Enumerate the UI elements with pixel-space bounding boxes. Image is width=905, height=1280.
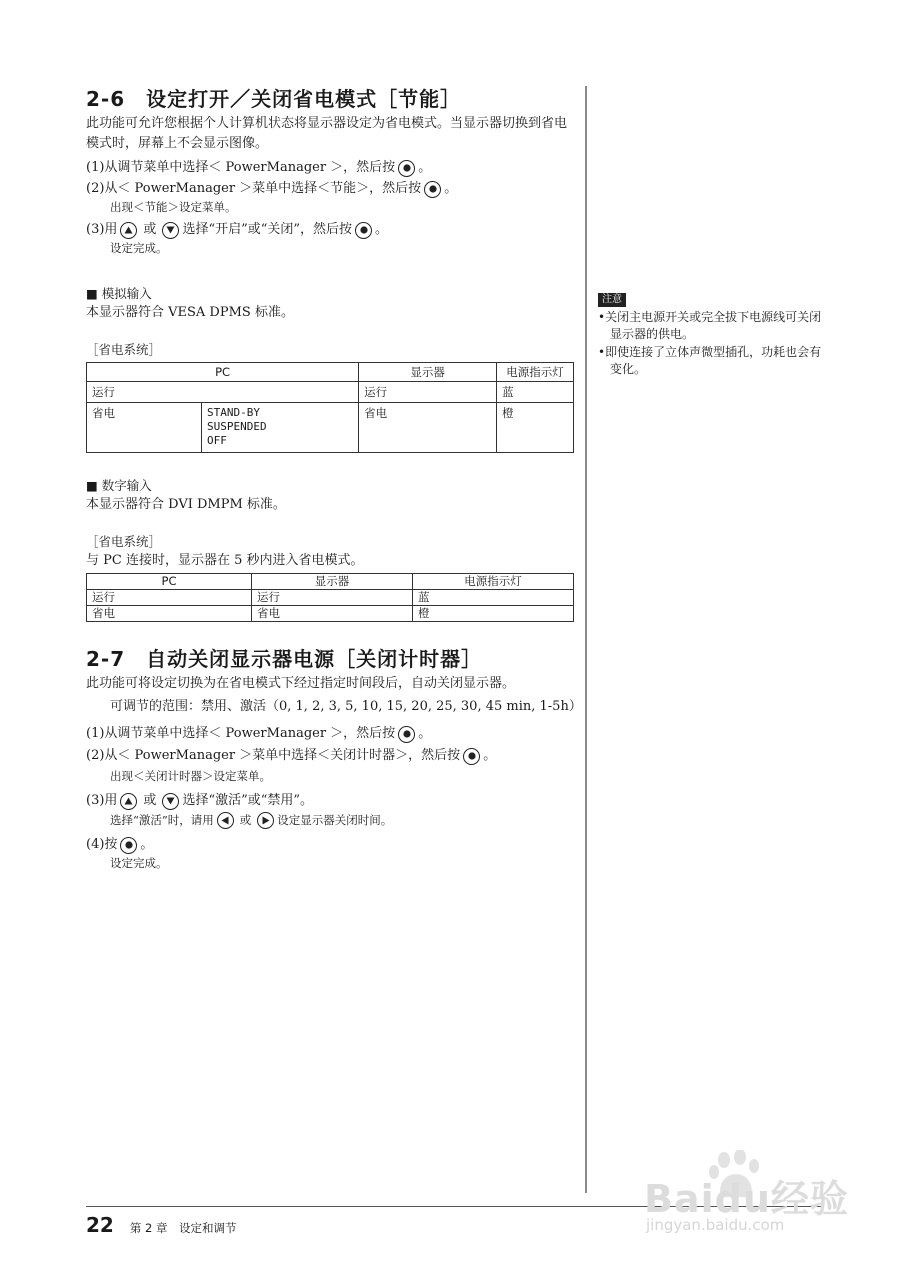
col-pc: PC <box>87 363 359 382</box>
enter-button-icon <box>398 726 415 743</box>
table-header-row <box>87 363 574 382</box>
section-2-6-intro: 此功能可允许您根据个人计算机状态将显示器设定为省电模式。当显示器切换到省电模式时，屏幕上不会显示图像。 <box>86 116 568 151</box>
col-monitor: 显示器 <box>359 363 497 382</box>
note-list <box>598 309 828 378</box>
analog-power-table <box>86 362 574 453</box>
watermark-url: jingyan.baidu.com <box>646 1216 785 1234</box>
right-button-icon <box>257 812 274 829</box>
page-footer <box>86 1213 236 1237</box>
note-item: •关闭主电源开关或完全拔下电源线可关闭显示器的供电。 <box>598 310 822 341</box>
column-divider <box>585 86 587 1193</box>
table-row: 运行 运行 蓝 <box>87 382 574 403</box>
left-button-icon <box>217 812 234 829</box>
step-4: (4)按 。 <box>86 837 154 852</box>
col-power-led: 电源指示灯 <box>497 363 574 382</box>
enter-button-icon <box>355 222 372 239</box>
main-column <box>86 86 582 872</box>
analog-input-text: 本显示器符合 VESA DPMS 标准。 <box>86 305 294 320</box>
step-3: (3)用 或 选择“激活”或“禁用”。 <box>86 793 314 808</box>
note-sidebar <box>598 287 828 379</box>
enter-button-icon <box>463 748 480 765</box>
digital-power-note: 与 PC 连接时，显示器在 5 秒内进入省电模式。 <box>86 553 364 568</box>
down-button-icon <box>162 793 179 810</box>
analog-input-heading: ■ 模拟输入 <box>86 286 152 301</box>
watermark-logo: Baidu经验 <box>644 1177 849 1221</box>
step-2: (2)从＜ PowerManager ＞菜单中选择＜节能＞，然后按 。 <box>86 181 458 196</box>
digital-input-heading: ■ 数字输入 <box>86 478 152 493</box>
step-2-note: 出现＜关闭计时器＞设定菜单。 <box>110 769 271 783</box>
step-1: (1)从调节菜单中选择＜ PowerManager ＞，然后按 。 <box>86 160 432 175</box>
step-3-note: 设定完成。 <box>110 241 168 255</box>
digital-input-text: 本显示器符合 DVI DMPM 标准。 <box>86 497 286 512</box>
step-3: (3)用 或 选择“开启”或“关闭”，然后按 。 <box>86 222 389 237</box>
baidu-watermark <box>640 1150 849 1250</box>
up-button-icon <box>120 793 137 810</box>
step-1: (1)从调节菜单中选择＜ PowerManager ＞，然后按 。 <box>86 726 432 741</box>
section-2-7-title: 2-7 自动关闭显示器电源［关闭计时器］ <box>86 647 483 671</box>
enter-button-icon <box>424 181 441 198</box>
table-header-row: PC 显示器 电源指示灯 <box>87 574 574 590</box>
chapter-label: 第 2 章 设定和调节 <box>129 1221 237 1235</box>
table-row: 运行 运行 蓝 <box>87 590 574 606</box>
step-2: (2)从＜ PowerManager ＞菜单中选择＜关闭计时器＞，然后按 。 <box>86 748 497 763</box>
table-row: 省电 省电 橙 <box>87 606 574 622</box>
up-button-icon <box>120 222 137 239</box>
section-2-7-intro: 此功能可将设定切换为在省电模式下经过指定时间段后，自动关闭显示器。 <box>86 676 516 691</box>
note-tag: 注意 <box>598 293 626 307</box>
power-saving-system-label: ［省电系统］ <box>86 342 162 357</box>
digital-power-table <box>86 573 574 622</box>
step-3-note: 选择“激活”时，请用 或 设定显示器关闭时间。 <box>110 813 393 827</box>
note-item: •即使连接了立体声微型插孔，功耗也会有变化。 <box>598 345 822 376</box>
step-2-note: 出现＜节能＞设定菜单。 <box>110 200 237 214</box>
page-number: 22 <box>86 1213 114 1237</box>
enter-button-icon <box>120 837 137 854</box>
step-4-note: 设定完成。 <box>110 856 168 870</box>
power-save-modes: STAND-BY SUSPENDED OFF <box>202 403 359 453</box>
down-button-icon <box>162 222 179 239</box>
adjustable-range: 可调节的范围：禁用、激活（0, 1, 2, 3, 5, 10, 15, 20, 25, 30, 45 min, 1-5h） <box>110 699 582 714</box>
power-saving-system-label-2: ［省电系统］ <box>86 534 162 549</box>
enter-button-icon <box>398 160 415 177</box>
table-row: 省电 STAND-BY SUSPENDED OFF 省电 橙 <box>87 403 574 453</box>
section-2-6-title: 2-6 设定打开／关闭省电模式［节能］ <box>86 87 462 111</box>
